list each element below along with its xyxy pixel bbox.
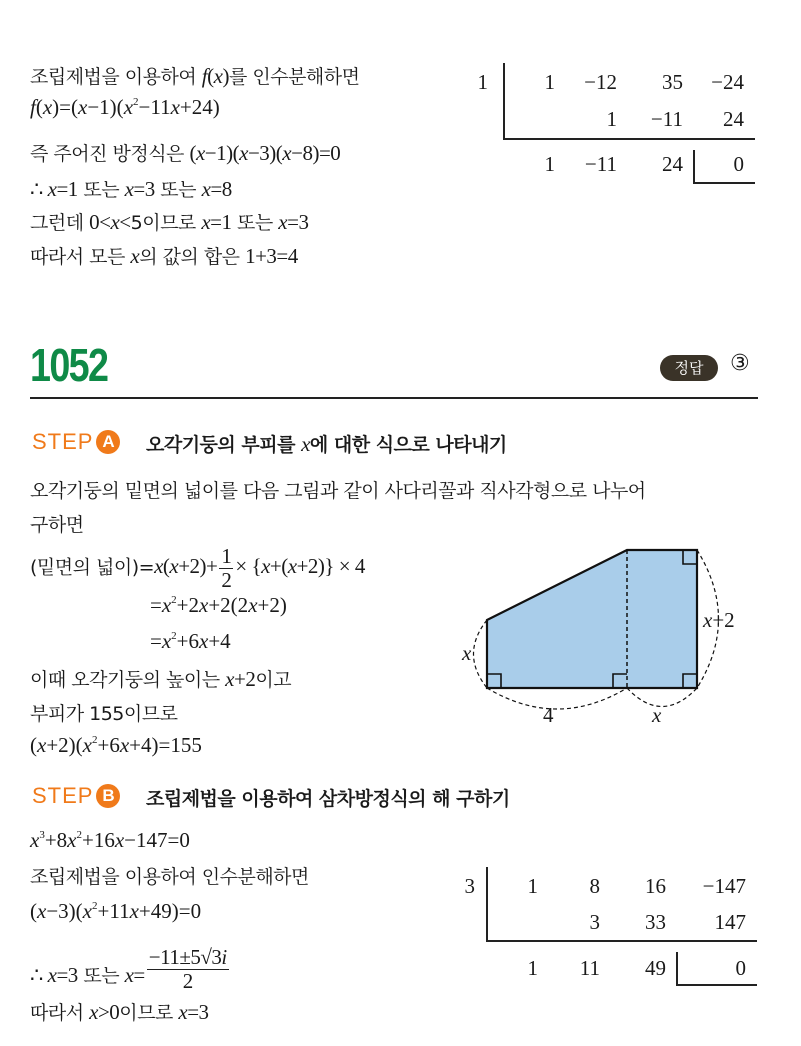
solution-line: 그런데 0<x<5이므로 x=1 또는 x=3 — [30, 210, 309, 234]
step-b-eq1: $x^3+8x^2+16x-147=0$ — [30, 828, 190, 852]
solution-line: $f(x)=(x-1)(x^2-11x+24)$ — [30, 95, 220, 119]
quotient: 1 — [527, 956, 538, 980]
quotient: 24 — [662, 152, 683, 176]
coef: 3 — [589, 910, 600, 934]
figure-label-bottom-right: x — [652, 703, 662, 727]
step-b-label: STEP B — [32, 783, 120, 809]
step-b-badge-icon: B — [96, 784, 120, 808]
coef: 147 — [714, 910, 746, 934]
solution-line: 조립제법을 이용하여 f(x)를 인수분해하면 — [30, 64, 360, 88]
coef: −147 — [702, 874, 746, 898]
figure-label-bottom-left: 4 — [543, 703, 554, 727]
step-a-height-text: 이때 오각기둥의 높이는 x+2이고 — [30, 667, 292, 691]
step-a-eq3: $=x^2+6x+4$ — [150, 629, 231, 653]
step-b-text1: 조립제법을 이용하여 인수분해하면 — [30, 866, 309, 888]
figure-label-left: x — [462, 641, 472, 665]
step-a-area-eq: (밑면의 넓이)=x(x+2)+ $\frac{1}{2}$ × {x+(x+2)} × 4 — [30, 544, 365, 593]
step-a-title: 오각기둥의 부피를 x에 대한 식으로 나타내기 — [146, 432, 507, 456]
coef: 35 — [662, 70, 683, 94]
coef: 1 — [606, 107, 617, 131]
solution-line: 따라서 모든 x의 값의 합은 1+3=4 — [30, 244, 298, 268]
divisor: 3 — [464, 874, 475, 898]
solution-line: ∴ x=1 또는 x=3 또는 x=8 — [30, 177, 232, 201]
answer-badge: 정답 — [660, 355, 718, 381]
coef: 24 — [723, 107, 744, 131]
coef: 16 — [645, 874, 666, 898]
step-a-volume-eq: $(x+2)(x^2+6x+4)=155$ — [30, 733, 202, 757]
coef: 33 — [645, 910, 666, 934]
coef: 1 — [527, 874, 538, 898]
quotient: −11 — [584, 152, 617, 176]
step-b-roots: ∴ x=3 또는 x= $\frac{-11\pm 5√3i}{2}$ — [30, 945, 227, 994]
remainder: 0 — [733, 152, 744, 176]
step-b-conclusion: 따라서 x>0이므로 x=3 — [30, 1000, 209, 1024]
heading-divider — [30, 397, 758, 399]
pentagon-figure — [450, 535, 790, 735]
coef: −11 — [650, 107, 683, 131]
coef: 8 — [589, 874, 600, 898]
coef: 1 — [544, 70, 555, 94]
solution-line: 즉 주어진 방정식은 (x−1)(x−3)(x−8)=0 — [30, 141, 341, 165]
quotient: 11 — [579, 956, 600, 980]
quotient: 49 — [645, 956, 666, 980]
figure-label-right: x+2 — [703, 608, 735, 632]
coef: −24 — [711, 70, 744, 94]
step-a-label: STEP A — [32, 429, 120, 455]
remainder: 0 — [735, 956, 746, 980]
problem-number: 1052 — [30, 339, 108, 391]
divisor: 1 — [477, 70, 488, 94]
step-a-eq2: $=x^2+2x+2(2x+2)$ — [150, 593, 287, 617]
answer-value: ③ — [730, 351, 750, 376]
step-b-eq2: $(x-3)(x^2+11x+49)=0$ — [30, 899, 202, 923]
coef: −12 — [584, 70, 617, 94]
step-a-volume-text: 부피가 155이므로 — [30, 703, 178, 725]
step-a-text1: 오각기둥의 밑면의 넓이를 다음 그림과 같이 사다리꼴과 직사각형으로 나누어 — [30, 480, 646, 502]
quotient: 1 — [544, 152, 555, 176]
step-a-text2: 구하면 — [30, 514, 84, 536]
step-b-title: 조립제법을 이용하여 삼차방정식의 해 구하기 — [146, 788, 510, 810]
step-a-badge-icon: A — [96, 430, 120, 454]
